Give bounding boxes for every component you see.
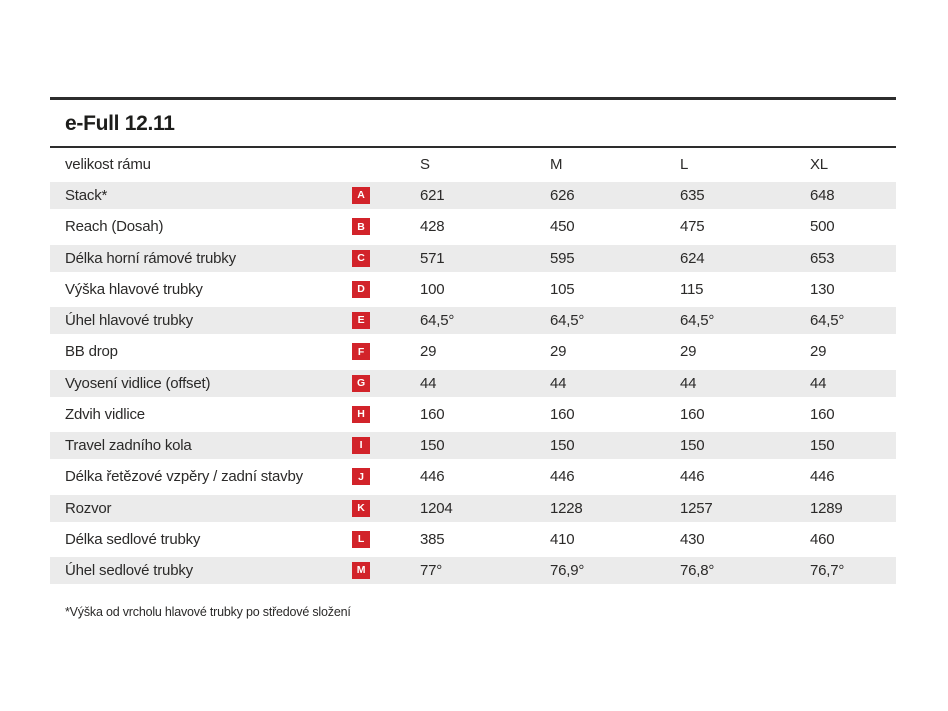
value-cell-size-m: 76,9° bbox=[550, 562, 585, 580]
row-badge-cell bbox=[352, 187, 420, 204]
value-cell-size-m: 446 bbox=[550, 468, 575, 486]
value-cell-size-m: 1228 bbox=[550, 499, 583, 517]
row-label: BB drop bbox=[65, 343, 118, 361]
value-cell-size-m: 595 bbox=[550, 249, 575, 267]
table-row bbox=[50, 336, 896, 367]
table-row bbox=[50, 399, 896, 430]
dimension-letter-badge: G bbox=[352, 375, 370, 392]
table-row bbox=[50, 461, 896, 492]
dimension-letter-badge: K bbox=[352, 500, 370, 517]
row-label: Délka sedlové trubky bbox=[65, 530, 201, 548]
dimension-letter-badge: D bbox=[352, 281, 370, 298]
value-cell-size-l: 150 bbox=[680, 437, 705, 455]
table-row bbox=[50, 274, 896, 305]
row-label: Úhel sedlové trubky bbox=[65, 562, 193, 580]
value-cell-size-l: 475 bbox=[680, 218, 705, 236]
value-cell-size-l: 115 bbox=[680, 280, 704, 298]
row-badge-cell bbox=[352, 281, 420, 298]
value-cell-size-s: 29 bbox=[420, 343, 437, 361]
value-cell-size-xl: 460 bbox=[810, 530, 835, 548]
table-row bbox=[50, 180, 896, 211]
dimension-letter-badge: A bbox=[352, 187, 370, 204]
value-cell-size-xl: 160 bbox=[810, 405, 835, 423]
table-row bbox=[50, 493, 896, 524]
value-cell-size-xl: 130 bbox=[810, 280, 835, 298]
table-header-row bbox=[50, 148, 896, 180]
value-cell-size-s: 100 bbox=[420, 280, 445, 298]
value-cell-size-s: 77° bbox=[420, 562, 443, 580]
value-cell-size-xl: 29 bbox=[810, 343, 827, 361]
table-row bbox=[50, 305, 896, 336]
column-header-size-l: L bbox=[680, 155, 689, 173]
value-cell-size-m: 410 bbox=[550, 530, 575, 548]
dimension-letter-badge: E bbox=[352, 312, 370, 329]
row-badge-cell bbox=[352, 562, 420, 579]
table-row bbox=[50, 368, 896, 399]
value-cell-size-s: 385 bbox=[420, 530, 445, 548]
dimension-letter-badge: I bbox=[352, 437, 370, 454]
row-badge-cell bbox=[352, 437, 420, 454]
row-label: Rozvor bbox=[65, 499, 112, 517]
value-cell-size-l: 29 bbox=[680, 343, 697, 361]
dimension-letter-badge: L bbox=[352, 531, 370, 548]
column-header-frame-size: velikost rámu bbox=[65, 155, 151, 173]
dimension-letter-badge: H bbox=[352, 406, 370, 423]
table-row bbox=[50, 524, 896, 555]
table-row bbox=[50, 555, 896, 586]
column-header-size-xl: XL bbox=[810, 155, 828, 173]
value-cell-size-m: 450 bbox=[550, 218, 575, 236]
dimension-letter-badge: B bbox=[352, 218, 370, 235]
value-cell-size-s: 44 bbox=[420, 374, 437, 392]
row-label: Reach (Dosah) bbox=[65, 218, 164, 236]
value-cell-size-m: 150 bbox=[550, 437, 575, 455]
value-cell-size-xl: 648 bbox=[810, 187, 835, 205]
dimension-letter-badge: C bbox=[352, 250, 370, 267]
row-badge-cell bbox=[352, 218, 420, 235]
row-badge-cell bbox=[352, 500, 420, 517]
value-cell-size-xl: 64,5° bbox=[810, 312, 845, 330]
dimension-letter-badge: F bbox=[352, 343, 370, 360]
value-cell-size-l: 430 bbox=[680, 530, 705, 548]
value-cell-size-s: 150 bbox=[420, 437, 445, 455]
value-cell-size-l: 160 bbox=[680, 405, 705, 423]
table-row bbox=[50, 430, 896, 461]
value-cell-size-xl: 150 bbox=[810, 437, 835, 455]
value-cell-size-s: 1204 bbox=[420, 499, 453, 517]
row-label: Délka horní rámové trubky bbox=[65, 249, 236, 267]
row-label: Výška hlavové trubky bbox=[65, 280, 203, 298]
row-badge-cell bbox=[352, 406, 420, 423]
value-cell-size-l: 76,8° bbox=[680, 562, 715, 580]
table-body bbox=[50, 180, 896, 586]
row-badge-cell bbox=[352, 250, 420, 267]
value-cell-size-s: 571 bbox=[420, 249, 445, 267]
value-cell-size-s: 64,5° bbox=[420, 312, 455, 330]
row-badge-cell bbox=[352, 343, 420, 360]
page-title: e-Full 12.11 bbox=[65, 112, 175, 135]
value-cell-size-l: 64,5° bbox=[680, 312, 715, 330]
value-cell-size-l: 624 bbox=[680, 249, 705, 267]
column-header-size-m: M bbox=[550, 155, 563, 173]
column-header-size-s: S bbox=[420, 155, 430, 173]
value-cell-size-s: 428 bbox=[420, 218, 445, 236]
row-label: Úhel hlavové trubky bbox=[65, 312, 193, 330]
footnote: *Výška od vrcholu hlavové trubky po středové složení bbox=[65, 605, 351, 620]
value-cell-size-s: 621 bbox=[420, 187, 445, 205]
row-label: Zdvih vidlice bbox=[65, 405, 145, 423]
value-cell-size-m: 44 bbox=[550, 374, 567, 392]
row-badge-cell bbox=[352, 468, 420, 485]
value-cell-size-s: 160 bbox=[420, 405, 445, 423]
dimension-letter-badge: J bbox=[352, 468, 370, 485]
row-label: Délka řetězové vzpěry / zadní stavby bbox=[65, 468, 303, 486]
value-cell-size-xl: 446 bbox=[810, 468, 835, 486]
value-cell-size-xl: 1289 bbox=[810, 499, 843, 517]
row-badge-cell bbox=[352, 531, 420, 548]
value-cell-size-l: 446 bbox=[680, 468, 705, 486]
table-row bbox=[50, 211, 896, 242]
row-label: Travel zadního kola bbox=[65, 437, 192, 455]
value-cell-size-s: 446 bbox=[420, 468, 445, 486]
value-cell-size-m: 626 bbox=[550, 187, 575, 205]
value-cell-size-xl: 76,7° bbox=[810, 562, 845, 580]
value-cell-size-m: 64,5° bbox=[550, 312, 585, 330]
row-badge-cell bbox=[352, 312, 420, 329]
value-cell-size-xl: 500 bbox=[810, 218, 835, 236]
dimension-letter-badge: M bbox=[352, 562, 370, 579]
row-label: Stack* bbox=[65, 187, 108, 205]
table-row bbox=[50, 243, 896, 274]
value-cell-size-m: 160 bbox=[550, 405, 575, 423]
value-cell-size-xl: 653 bbox=[810, 249, 835, 267]
geometry-spec-page bbox=[50, 97, 896, 619]
value-cell-size-m: 105 bbox=[550, 280, 575, 298]
value-cell-size-l: 635 bbox=[680, 187, 705, 205]
value-cell-size-xl: 44 bbox=[810, 374, 827, 392]
value-cell-size-m: 29 bbox=[550, 343, 567, 361]
value-cell-size-l: 1257 bbox=[680, 499, 713, 517]
row-badge-cell bbox=[352, 375, 420, 392]
value-cell-size-l: 44 bbox=[680, 374, 697, 392]
row-label: Vyosení vidlice (offset) bbox=[65, 374, 211, 392]
